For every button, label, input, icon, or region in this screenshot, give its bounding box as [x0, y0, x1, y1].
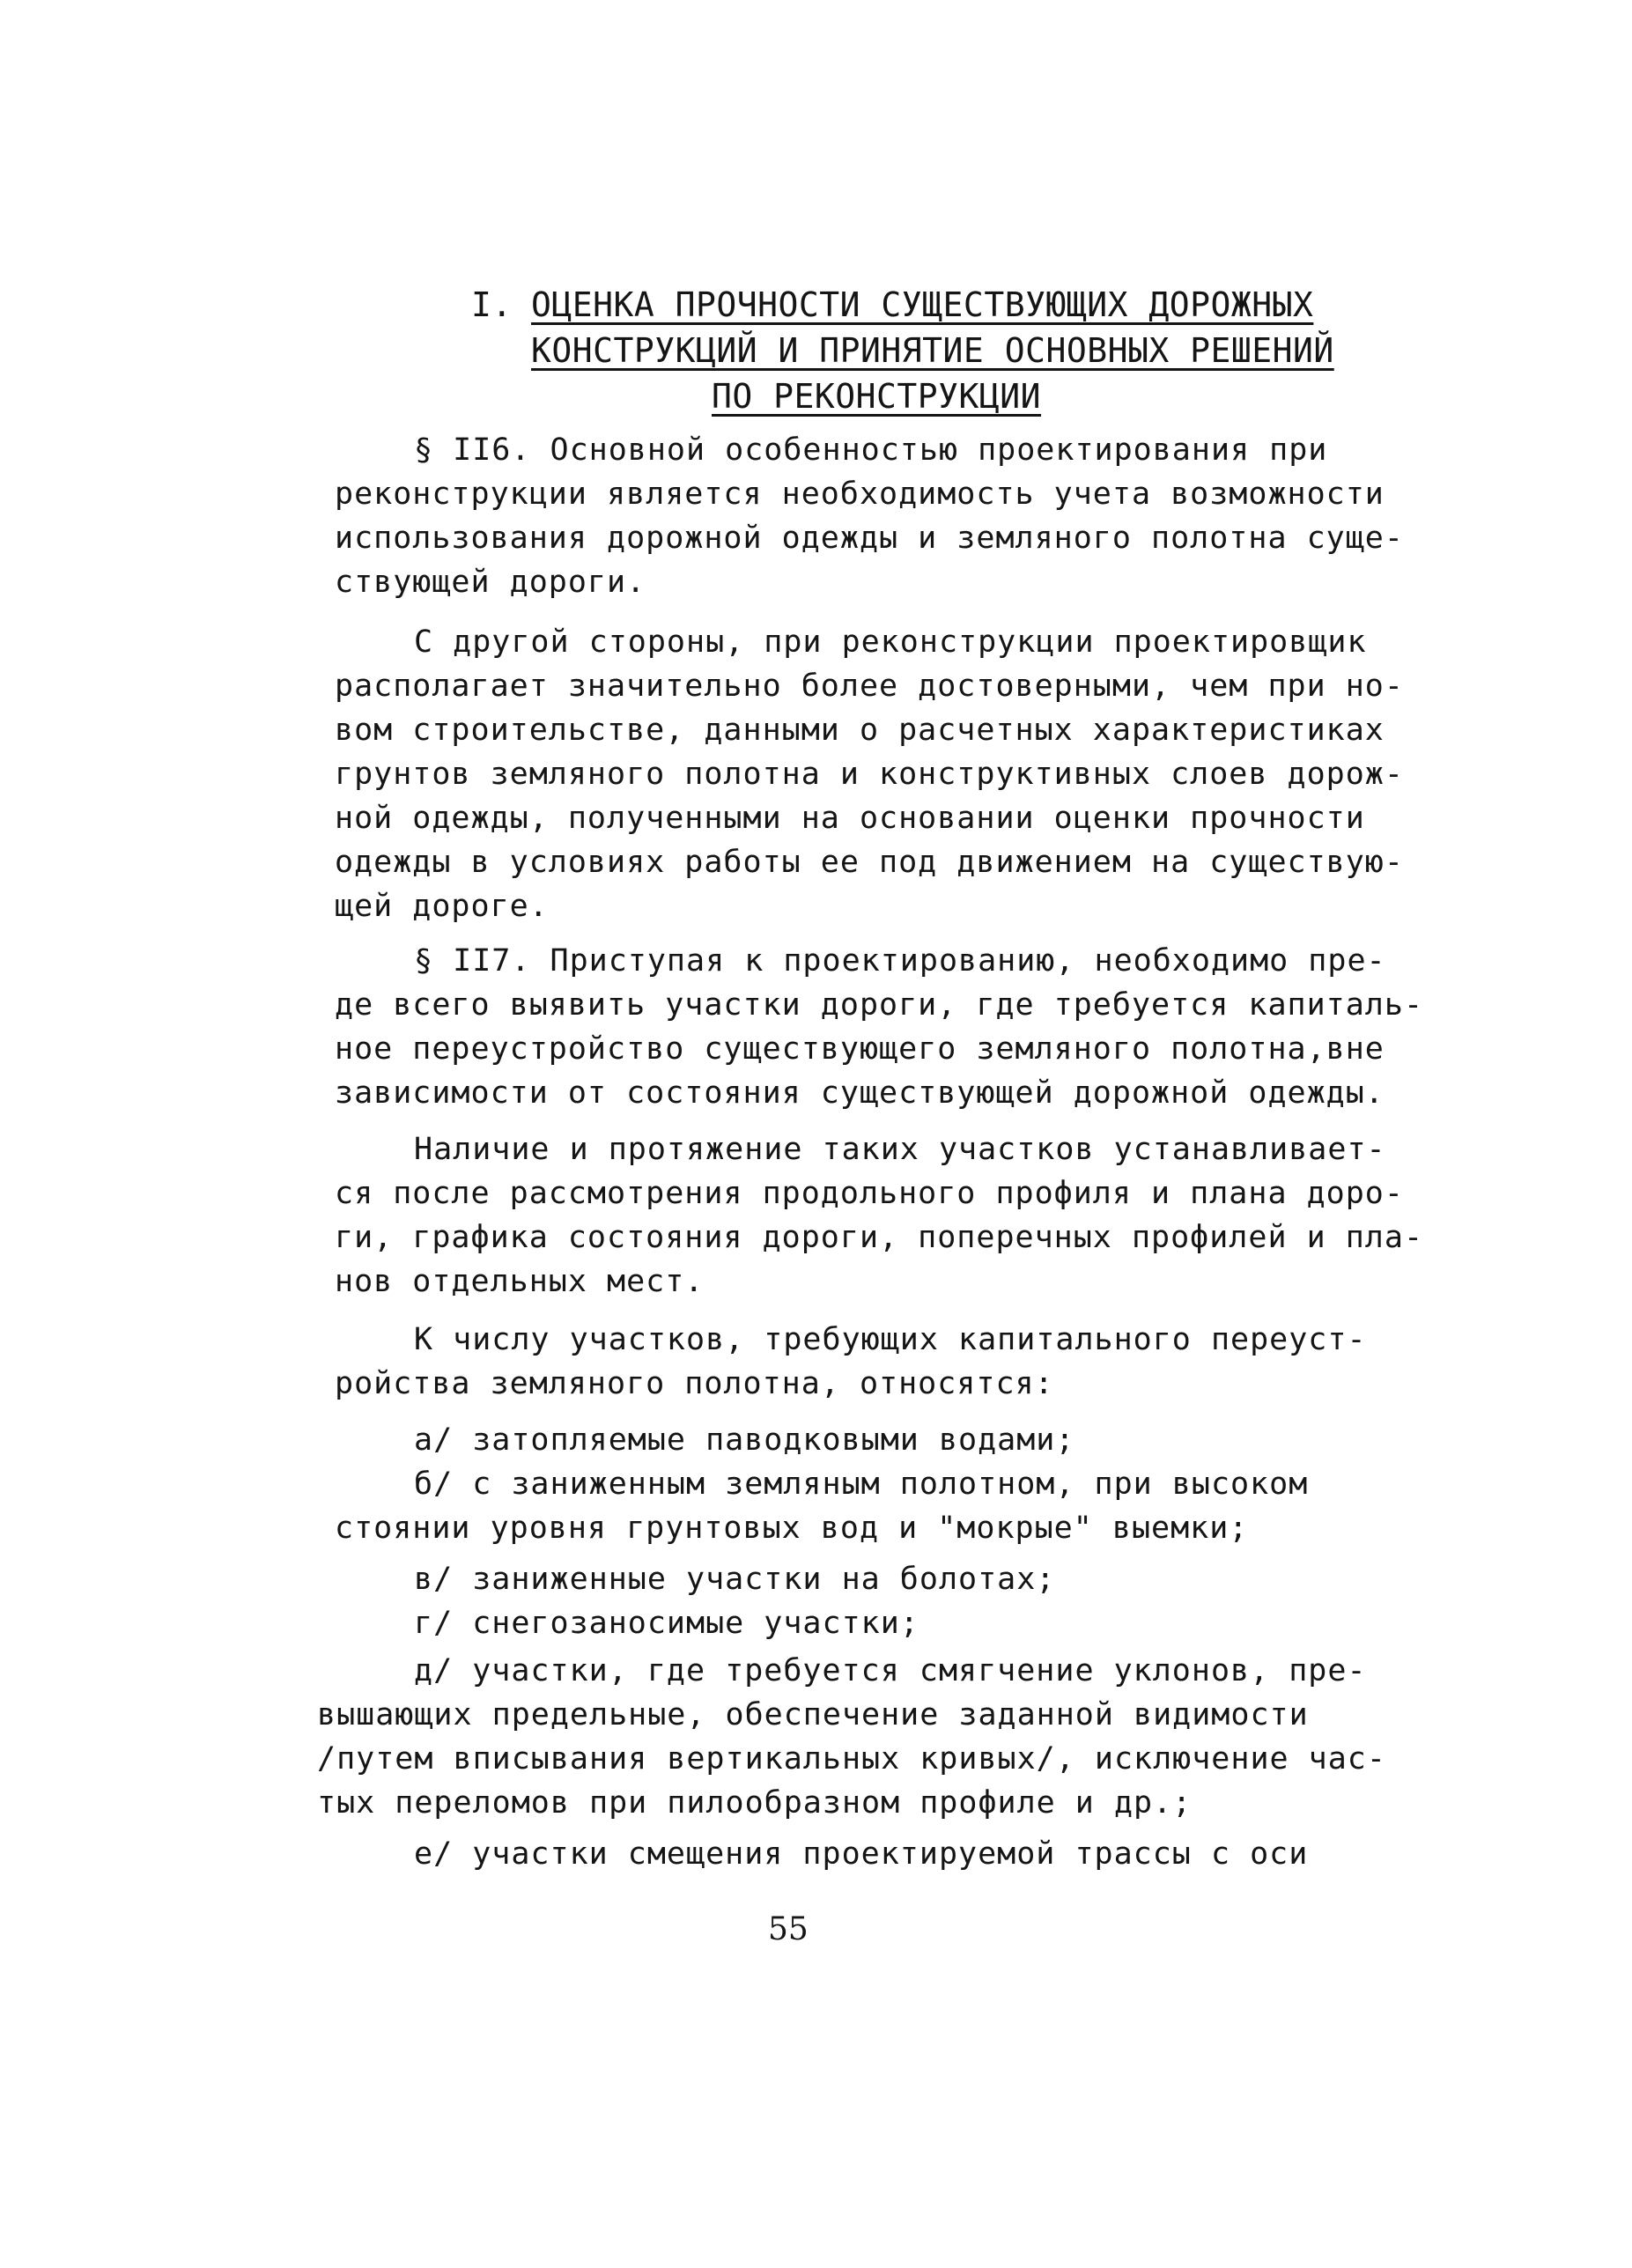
- section-number: I.: [471, 285, 513, 324]
- section-heading: [471, 280, 1314, 329]
- paragraph-line: § II7. Приступая к проектированию, необходимо пре-: [414, 943, 1386, 979]
- list-item-continuation: тых переломов при пилообразном профиле и др.;: [317, 1785, 1193, 1821]
- paragraph-line: де всего выявить участки дороги, где требуется капиталь-: [335, 987, 1424, 1023]
- paragraph-line: ное переустройство существующего земляного полотна,вне: [335, 1031, 1385, 1067]
- list-item: е/ участки смещения проектируемой трассы с оси: [414, 1836, 1309, 1872]
- heading-line-1: ОЦЕНКА ПРОЧНОСТИ СУЩЕСТВУЮЩИХ ДОРОЖНЫХ: [531, 285, 1314, 324]
- heading-line-3: ПО РЕКОНСТРУКЦИИ: [712, 377, 1042, 416]
- list-item: а/ затопляемые паводковыми водами;: [414, 1422, 1075, 1458]
- list-item-continuation: вышающих предельные, обеспечение заданной видимости: [317, 1697, 1309, 1732]
- paragraph-line: располагает значительно более достоверными, чем при но-: [335, 669, 1404, 704]
- list-item: б/ с заниженным земляным полотном, при высоком: [414, 1466, 1309, 1502]
- paragraph-line: использования дорожной одежды и земляного полотна суще-: [335, 521, 1404, 556]
- section-heading-line-3: [712, 372, 1041, 421]
- paragraph-line: вом строительстве, данными о расчетных характеристиках: [335, 713, 1385, 748]
- list-item: д/ участки, где требуется смягчение уклонов, пре-: [414, 1653, 1367, 1688]
- list-item: в/ заниженные участки на болотах;: [414, 1562, 1056, 1597]
- paragraph-line: зависимости от состояния существующей дорожной одежды.: [335, 1075, 1385, 1111]
- list-item-continuation: стоянии уровня грунтовых вод и "мокрые" выемки;: [335, 1511, 1249, 1546]
- paragraph-line: реконструкции является необходимость учета возможности: [335, 477, 1385, 512]
- paragraph-line: грунтов земляного полотна и конструктивных слоев дорож-: [335, 757, 1404, 792]
- paragraph-line: щей дороге.: [335, 889, 549, 924]
- paragraph-line: ся после рассмотрения продольного профиля и плана доро-: [335, 1176, 1404, 1211]
- paragraph-line: § II6. Основной особенностью проектирования при: [414, 432, 1328, 468]
- paragraph-line: С другой стороны, при реконструкции проектировщик: [414, 624, 1367, 660]
- paragraph-line: ной одежды, полученными на основании оценки прочности: [335, 801, 1365, 836]
- heading-line-2: КОНСТРУКЦИЙ И ПРИНЯТИЕ ОСНОВНЫХ РЕШЕНИЙ: [531, 331, 1334, 370]
- paragraph-line: Наличие и протяжение таких участков устанавливает-: [414, 1132, 1386, 1167]
- paragraph-line: ги, графика состояния дороги, поперечных профилей и пла-: [335, 1220, 1424, 1255]
- paragraph-line: ствующей дороги.: [335, 565, 646, 600]
- page-number: 55: [768, 1911, 809, 1947]
- list-item: г/ снегозаносимые участки;: [414, 1606, 919, 1641]
- section-heading-line-2: [531, 326, 1334, 375]
- paragraph-line: К числу участков, требующих капитального переуст-: [414, 1322, 1367, 1357]
- paragraph-line: одежды в условиях работы ее под движением на существую-: [335, 845, 1404, 880]
- paragraph-line: нов отдельных мест.: [335, 1264, 705, 1299]
- list-item-continuation: /путем вписывания вертикальных кривых/, исключение час-: [317, 1741, 1386, 1777]
- paragraph-line: ройства земляного полотна, относятся:: [335, 1366, 1054, 1401]
